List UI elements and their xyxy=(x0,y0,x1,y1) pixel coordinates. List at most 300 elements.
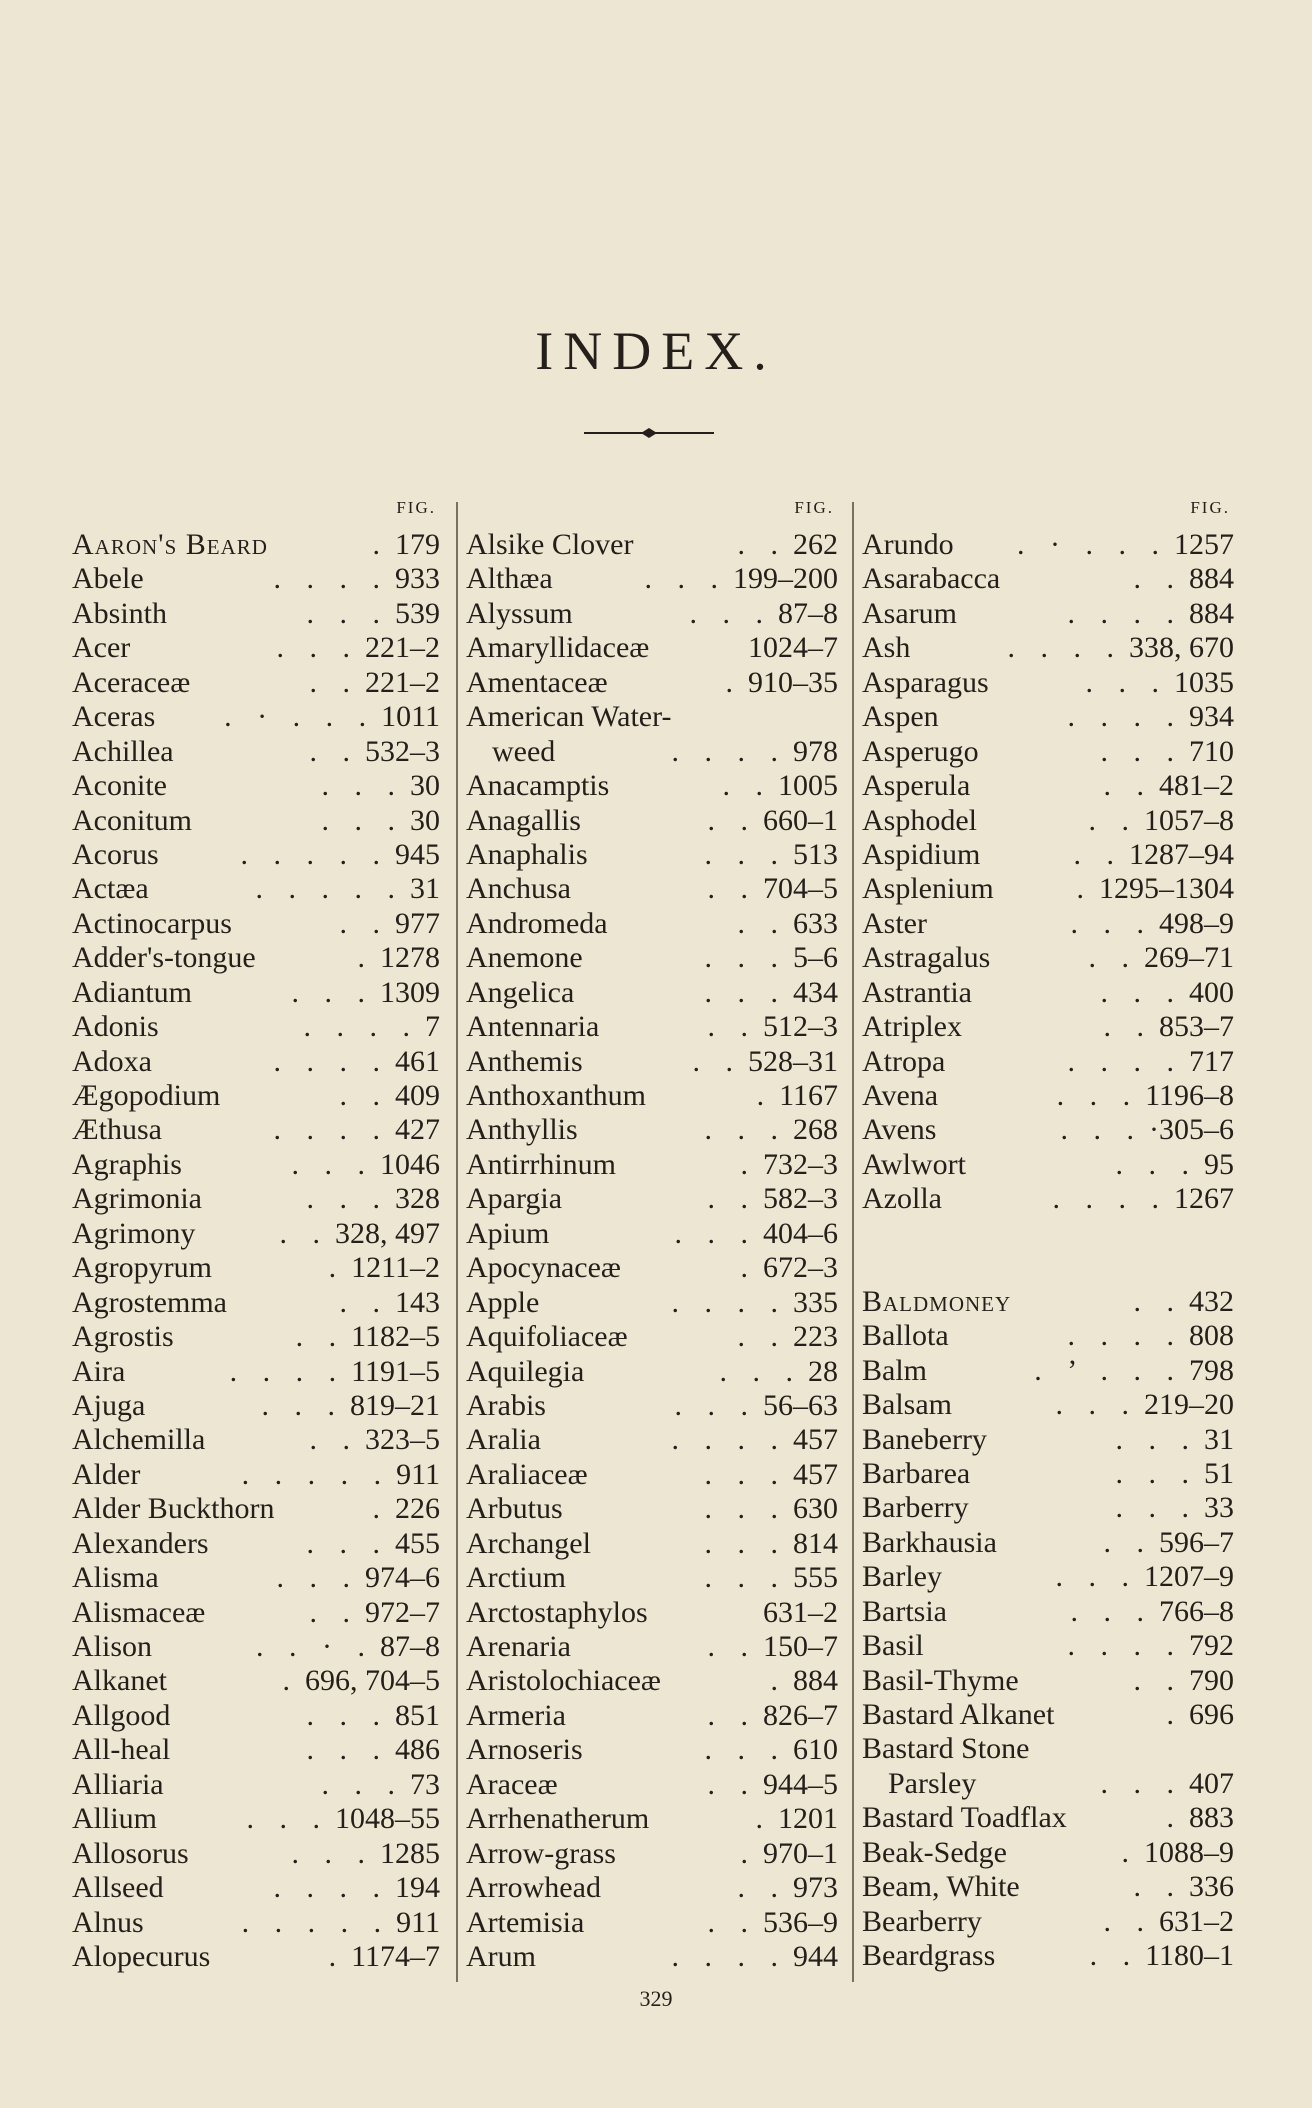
entry-figure: 150–7 xyxy=(763,1630,838,1663)
entry-figure: 1257 xyxy=(1174,528,1234,561)
index-entry xyxy=(862,1319,1234,1353)
entry-figure: 179 xyxy=(395,528,440,561)
index-entry xyxy=(466,941,838,975)
entry-term: Barbarea xyxy=(862,1456,971,1490)
entry-leader: . . . xyxy=(674,1216,757,1250)
index-entry xyxy=(862,1354,1234,1388)
entry-figure: 434 xyxy=(793,975,838,1009)
index-entry xyxy=(862,1079,1234,1113)
entry-leader: . . xyxy=(1133,1663,1183,1697)
entry-figure: 911 xyxy=(396,1457,440,1491)
entry-figure: 732–3 xyxy=(763,1147,838,1181)
entry-leader: . . xyxy=(1133,1870,1183,1904)
entry-term: Althæa xyxy=(466,562,553,596)
index-entry xyxy=(72,1113,440,1147)
entry-leader: . . . xyxy=(1100,1766,1183,1800)
entry-leader: . . xyxy=(279,1216,329,1250)
index-entry xyxy=(466,872,838,906)
entry-figure: 498–9 xyxy=(1159,906,1234,940)
entry-figure: 1196–8 xyxy=(1145,1079,1234,1112)
entry-leader: . . xyxy=(737,1871,787,1905)
entry-figure: 631–2 xyxy=(763,1595,838,1629)
index-entry xyxy=(466,804,838,838)
entry-term: Aconitum xyxy=(72,803,192,837)
entry-term: Ajuga xyxy=(72,1388,146,1422)
entry-leader: . xyxy=(740,1147,757,1181)
index-entry xyxy=(466,528,838,562)
entry-figure: 792 xyxy=(1189,1629,1234,1663)
index-entry xyxy=(862,1526,1234,1560)
index-entry xyxy=(72,1492,440,1526)
entry-term: Allgood xyxy=(72,1698,171,1732)
entry-figure: 696 xyxy=(1189,1698,1234,1731)
entry-term: Azolla xyxy=(862,1182,942,1216)
entry-term: Anchusa xyxy=(466,872,571,906)
entry-figure: 5–6 xyxy=(793,941,838,975)
entry-leader: . . . . xyxy=(671,1285,787,1319)
entry-figure: 944–5 xyxy=(763,1767,838,1801)
entry-term: Anaphalis xyxy=(466,837,588,871)
entry-leader: . . xyxy=(1103,1525,1153,1559)
entry-leader: . xyxy=(372,528,389,561)
entry-leader: . . xyxy=(1103,769,1153,803)
entry-figure: 710 xyxy=(1189,734,1234,768)
index-entry xyxy=(862,562,1234,596)
entry-leader: . . . . xyxy=(273,1044,389,1078)
entry-leader: . . xyxy=(737,906,787,940)
entry-leader: . . xyxy=(1089,1939,1140,1973)
index-column-2 xyxy=(466,498,838,1974)
index-entry xyxy=(862,631,1234,665)
entry-figure: 528–31 xyxy=(748,1044,838,1078)
entry-term: Aconite xyxy=(72,769,167,803)
index-entry xyxy=(466,1079,838,1113)
entry-term: Angelica xyxy=(466,975,575,1009)
index-entry xyxy=(466,769,838,803)
entry-leader: . . xyxy=(1133,1284,1183,1318)
entry-term: Arabis xyxy=(466,1388,546,1422)
entry-figure: 7 xyxy=(425,1010,440,1044)
entry-leader: . . . . xyxy=(671,1939,787,1973)
index-entry xyxy=(72,1527,440,1561)
entry-leader: . xyxy=(282,1664,299,1698)
index-entry xyxy=(72,1148,440,1182)
entry-leader: . . xyxy=(1073,837,1123,871)
entry-figure: ·305–6 xyxy=(1149,1113,1234,1147)
entry-figure: 219–20 xyxy=(1144,1388,1234,1422)
entry-term: Absinth xyxy=(72,596,168,630)
entry-leader: . . xyxy=(707,1630,757,1663)
entry-leader: . . xyxy=(309,1595,359,1629)
entry-leader: . xyxy=(740,1836,757,1870)
entry-leader: . xyxy=(372,1492,389,1526)
entry-term: Anagallis xyxy=(466,803,581,837)
entry-figure: 766–8 xyxy=(1159,1594,1234,1628)
column-rule xyxy=(456,502,458,1982)
entry-leader: . . xyxy=(1088,941,1138,975)
entry-figure: 457 xyxy=(793,1457,838,1491)
index-entry xyxy=(862,872,1234,906)
entry-figure: 884 xyxy=(1189,596,1234,630)
entry-term: Baneberry xyxy=(862,1422,987,1456)
entry-term: Alder xyxy=(72,1457,141,1491)
entry-leader: . xyxy=(725,665,742,699)
index-entry xyxy=(72,1389,440,1423)
entry-figure: 934 xyxy=(1189,700,1234,734)
entry-term: Aristolochiaceæ xyxy=(466,1664,661,1698)
entry-figure: 457 xyxy=(793,1423,838,1457)
entry-leader: . . . xyxy=(1100,734,1183,768)
entry-leader: . . xyxy=(339,906,389,940)
entry-term: Arnoseris xyxy=(466,1733,583,1767)
entry-leader: . . . xyxy=(1070,1594,1153,1628)
entry-leader: . . . xyxy=(674,1388,757,1422)
index-entry xyxy=(466,1355,838,1389)
entry-term: Basil-Thyme xyxy=(862,1663,1019,1697)
entry-leader: . . . xyxy=(689,596,772,630)
entry-leader: . . xyxy=(1088,803,1138,837)
index-entry xyxy=(466,1733,838,1767)
page-title: INDEX. xyxy=(535,321,777,381)
entry-leader: . . . xyxy=(1100,975,1183,1009)
entry-term: Arundo xyxy=(862,528,954,561)
entry-term: Aspidium xyxy=(862,837,981,871)
entry-figure: 481–2 xyxy=(1159,769,1234,803)
entry-term: Arbutus xyxy=(466,1492,563,1526)
entry-figure: 1267 xyxy=(1174,1182,1234,1216)
entry-leader: . . . xyxy=(321,769,404,803)
index-entry xyxy=(72,1045,440,1079)
entry-term: Aaron's Beard xyxy=(72,528,268,561)
index-entry xyxy=(466,1251,838,1285)
entry-figure: 1295–1304 xyxy=(1099,872,1234,906)
entry-figure: 974–6 xyxy=(365,1561,440,1595)
index-entry xyxy=(466,1940,838,1974)
entry-term: Balm xyxy=(862,1353,927,1387)
entry-leader: . . . xyxy=(291,1836,374,1870)
entry-term: Alexanders xyxy=(72,1526,209,1560)
entry-term: Parsley xyxy=(888,1766,977,1800)
entry-figure: 884 xyxy=(1189,562,1234,596)
entry-leader: . . . . xyxy=(1067,596,1183,630)
entry-figure: 432 xyxy=(1189,1284,1234,1318)
entry-leader: . . . xyxy=(1060,1113,1143,1147)
index-entry xyxy=(862,1457,1234,1491)
entry-leader: . . xyxy=(707,1905,757,1939)
index-entry xyxy=(466,597,838,631)
entry-figure: 1046 xyxy=(380,1147,440,1181)
entry-figure: 262 xyxy=(793,528,838,561)
entry-term: Agropyrum xyxy=(72,1251,212,1285)
entry-figure: 143 xyxy=(395,1285,440,1319)
entry-figure: 704–5 xyxy=(763,872,838,906)
index-entry xyxy=(466,1561,838,1595)
entry-leader: . . . . . xyxy=(241,1905,391,1939)
entry-figure: 221–2 xyxy=(365,631,440,665)
entry-leader: . · . . . xyxy=(224,700,376,734)
entry-term: Asperugo xyxy=(862,734,979,768)
entry-term: Ash xyxy=(862,631,911,665)
ornament-divider xyxy=(584,425,714,441)
entry-term: Anemone xyxy=(466,941,583,975)
index-entry xyxy=(72,700,440,734)
index-entry xyxy=(862,1491,1234,1525)
index-entry xyxy=(72,1768,440,1802)
index-entry xyxy=(72,1596,440,1630)
entry-figure: 790 xyxy=(1189,1663,1234,1697)
entry-leader: . . . xyxy=(719,1354,802,1388)
entry-term: Anthoxanthum xyxy=(466,1079,646,1112)
entry-term: Bearberry xyxy=(862,1904,982,1938)
fig-header: FIG. xyxy=(396,498,436,517)
entry-figure: 338, 670 xyxy=(1129,631,1234,665)
entry-figure: 1182–5 xyxy=(351,1320,440,1354)
entry-figure: 851 xyxy=(395,1698,440,1732)
index-entry xyxy=(72,1871,440,1905)
index-entry xyxy=(466,1182,838,1216)
entry-term: Antennaria xyxy=(466,1010,600,1044)
entry-term: Aster xyxy=(862,906,927,940)
index-entry xyxy=(862,597,1234,631)
entry-term: Aceraceæ xyxy=(72,665,191,699)
entry-figure: 1011 xyxy=(381,700,440,734)
entry-figure: 28 xyxy=(808,1354,838,1388)
entry-term: Andromeda xyxy=(466,906,608,940)
column-rule xyxy=(852,502,854,1982)
entry-term: Allseed xyxy=(72,1871,164,1905)
index-entry xyxy=(72,666,440,700)
index-entry xyxy=(72,769,440,803)
entry-term: weed xyxy=(492,734,556,768)
entry-leader: . . . xyxy=(291,975,374,1009)
entry-term: Awlwort xyxy=(862,1147,966,1181)
entry-term: Atropa xyxy=(862,1044,946,1078)
entry-term: Aira xyxy=(72,1354,126,1388)
index-entry xyxy=(862,528,1234,562)
entry-figure: 455 xyxy=(395,1526,440,1560)
entry-term: Arctium xyxy=(466,1561,566,1595)
entry-term: Acorus xyxy=(72,837,159,871)
entry-leader: . . . . xyxy=(1007,631,1123,665)
index-entry xyxy=(862,1595,1234,1629)
index-entry xyxy=(862,1664,1234,1698)
entry-figure: 978 xyxy=(793,734,838,768)
entry-figure: 826–7 xyxy=(763,1698,838,1732)
index-entry xyxy=(862,1939,1234,1973)
entry-figure: 268 xyxy=(793,1113,838,1147)
entry-figure: 95 xyxy=(1204,1147,1234,1181)
entry-leader: . . . . xyxy=(671,734,787,768)
index-entry xyxy=(862,1767,1234,1801)
index-entry xyxy=(466,666,838,700)
index-entry xyxy=(862,1801,1234,1835)
entry-figure: 87–8 xyxy=(778,596,838,630)
index-entry xyxy=(72,1010,440,1044)
entry-figure: 945 xyxy=(395,837,440,871)
entry-leader: . . xyxy=(707,1010,757,1044)
entry-figure: 336 xyxy=(1189,1870,1234,1904)
index-entry xyxy=(466,735,838,769)
index-entry xyxy=(862,769,1234,803)
index-entry xyxy=(466,562,838,596)
entry-leader: . xyxy=(1076,872,1093,906)
index-entry xyxy=(72,872,440,906)
entry-figure: 486 xyxy=(395,1733,440,1767)
entry-leader: . . . xyxy=(321,803,404,837)
entry-figure: 1309 xyxy=(380,975,440,1009)
entry-figure: 30 xyxy=(410,803,440,837)
entry-leader: . . . . xyxy=(1067,1629,1183,1663)
entry-term: Atriplex xyxy=(862,1010,962,1044)
entry-leader: . xyxy=(740,1251,757,1285)
entry-term: Archangel xyxy=(466,1526,591,1560)
entry-term: Arrow-grass xyxy=(466,1836,616,1870)
entry-term: Aspen xyxy=(862,700,939,734)
entry-term: Bastard Toadflax xyxy=(862,1801,1067,1835)
entry-leader: . . . . xyxy=(1067,700,1183,734)
index-entry xyxy=(466,1045,838,1079)
entry-leader: . . . . . xyxy=(240,837,389,871)
entry-leader: . . . xyxy=(306,1733,389,1767)
entry-figure: 717 xyxy=(1189,1044,1234,1078)
index-entry xyxy=(72,1561,440,1595)
entry-figure: 221–2 xyxy=(365,665,440,699)
entry-term: Arctostaphylos xyxy=(466,1595,648,1629)
entry-figure: 884 xyxy=(793,1664,838,1698)
index-entry xyxy=(862,1045,1234,1079)
entry-term: All-heal xyxy=(72,1733,171,1767)
entry-leader: . . . xyxy=(1070,906,1153,940)
entry-figure: 31 xyxy=(1204,1422,1234,1456)
entry-term: Allosorus xyxy=(72,1836,189,1870)
entry-leader: . . . xyxy=(704,1526,787,1560)
index-entry xyxy=(466,838,838,872)
entry-figure: 194 xyxy=(395,1871,440,1905)
index-entry xyxy=(466,1596,838,1630)
index-entry xyxy=(466,1837,838,1871)
entry-figure: 1088–9 xyxy=(1144,1835,1234,1869)
entry-term: Achillea xyxy=(72,734,174,768)
entry-leader: . xyxy=(357,941,374,975)
entry-term: Asphodel xyxy=(862,803,977,837)
entry-figure: 1167 xyxy=(779,1079,838,1112)
index-entry xyxy=(72,1630,440,1664)
entry-term: Allium xyxy=(72,1802,158,1836)
entry-term: Aralia xyxy=(466,1423,541,1457)
index-entry xyxy=(72,528,440,562)
entry-term: Asparagus xyxy=(862,665,989,699)
index-entry xyxy=(72,1320,440,1354)
entry-term: Agrostemma xyxy=(72,1285,227,1319)
entry-leader: . . . xyxy=(261,1388,344,1422)
entry-term: Alyssum xyxy=(466,596,573,630)
entry-term: Aquilegia xyxy=(466,1354,585,1388)
entry-term: Astragalus xyxy=(862,941,991,975)
entry-term: Bastard Alkanet xyxy=(862,1698,1055,1731)
entry-figure: 335 xyxy=(793,1285,838,1319)
entry-term: Alopecurus xyxy=(72,1939,211,1973)
entry-term: Acer xyxy=(72,631,131,665)
index-entry xyxy=(466,1664,838,1698)
entry-figure: 226 xyxy=(395,1492,440,1526)
entry-leader: . . xyxy=(722,769,772,803)
entry-figure: 944 xyxy=(793,1939,838,1973)
index-entry xyxy=(72,1423,440,1457)
entry-leader: . . xyxy=(692,1044,742,1078)
entry-figure: 427 xyxy=(395,1113,440,1147)
index-entry xyxy=(72,1251,440,1285)
entry-leader: . ’ . . . xyxy=(1034,1353,1183,1387)
index-column-3 xyxy=(862,498,1234,1974)
entry-leader: . . . . xyxy=(1067,1044,1183,1078)
entry-figure: 582–3 xyxy=(763,1182,838,1216)
index-entry xyxy=(466,1906,838,1940)
index-entry xyxy=(466,1492,838,1526)
index-entry xyxy=(862,1285,1234,1319)
entry-leader: . . . xyxy=(306,1698,389,1732)
entry-leader: . . xyxy=(1103,1010,1153,1044)
entry-leader: . . . . xyxy=(303,1010,419,1044)
entry-term: Astrantia xyxy=(862,975,972,1009)
index-entry xyxy=(72,735,440,769)
entry-term: Arum xyxy=(466,1939,536,1973)
entry-leader: . . xyxy=(339,1285,389,1319)
entry-term: Avens xyxy=(862,1113,937,1147)
entry-figure: 853–7 xyxy=(1159,1010,1234,1044)
entry-leader: . . . xyxy=(704,1492,787,1526)
index-entry xyxy=(466,1148,838,1182)
entry-leader: . xyxy=(1121,1835,1138,1869)
entry-term: Beak-Sedge xyxy=(862,1835,1007,1869)
index-entry xyxy=(72,804,440,838)
entry-term: Alisma xyxy=(72,1561,159,1595)
index-entry xyxy=(862,1560,1234,1594)
entry-term: Bastard Stone xyxy=(862,1732,1030,1766)
entry-term: Ægopodium xyxy=(72,1079,221,1112)
entry-leader: . . . xyxy=(1115,1456,1198,1490)
entry-leader: . xyxy=(1166,1698,1183,1731)
entry-leader: . . . xyxy=(306,1526,389,1560)
entry-term: Amentaceæ xyxy=(466,665,608,699)
entry-figure: 970–1 xyxy=(763,1836,838,1870)
entry-leader: . . . . xyxy=(273,562,389,596)
entry-figure: 911 xyxy=(396,1905,440,1939)
index-entry xyxy=(466,1113,838,1147)
entry-leader: . xyxy=(328,1939,346,1973)
entry-figure: 660–1 xyxy=(763,803,838,837)
entry-leader: . . . . xyxy=(1067,1319,1183,1353)
entry-term: Actæa xyxy=(72,872,149,906)
entry-leader: . . . xyxy=(276,1561,359,1595)
entry-figure: 633 xyxy=(793,906,838,940)
entry-leader: . . xyxy=(737,1320,787,1354)
entry-figure: 910–35 xyxy=(748,665,838,699)
entry-figure: 1285 xyxy=(380,1836,440,1870)
entry-figure: 977 xyxy=(395,906,440,940)
entry-figure: 323–5 xyxy=(365,1423,440,1457)
entry-figure: 539 xyxy=(395,596,440,630)
entry-figure: 631–2 xyxy=(1159,1904,1234,1938)
index-entry xyxy=(862,941,1234,975)
index-entry xyxy=(466,1768,838,1802)
entry-term: Apargia xyxy=(466,1182,563,1216)
entry-term: Asperula xyxy=(862,769,971,803)
index-entry xyxy=(72,1286,440,1320)
entry-term: Adder's-tongue xyxy=(72,941,256,975)
entry-leader: . . . xyxy=(1115,1422,1198,1456)
index-entry xyxy=(72,1458,440,1492)
entry-leader: . . . . . xyxy=(241,1457,391,1491)
